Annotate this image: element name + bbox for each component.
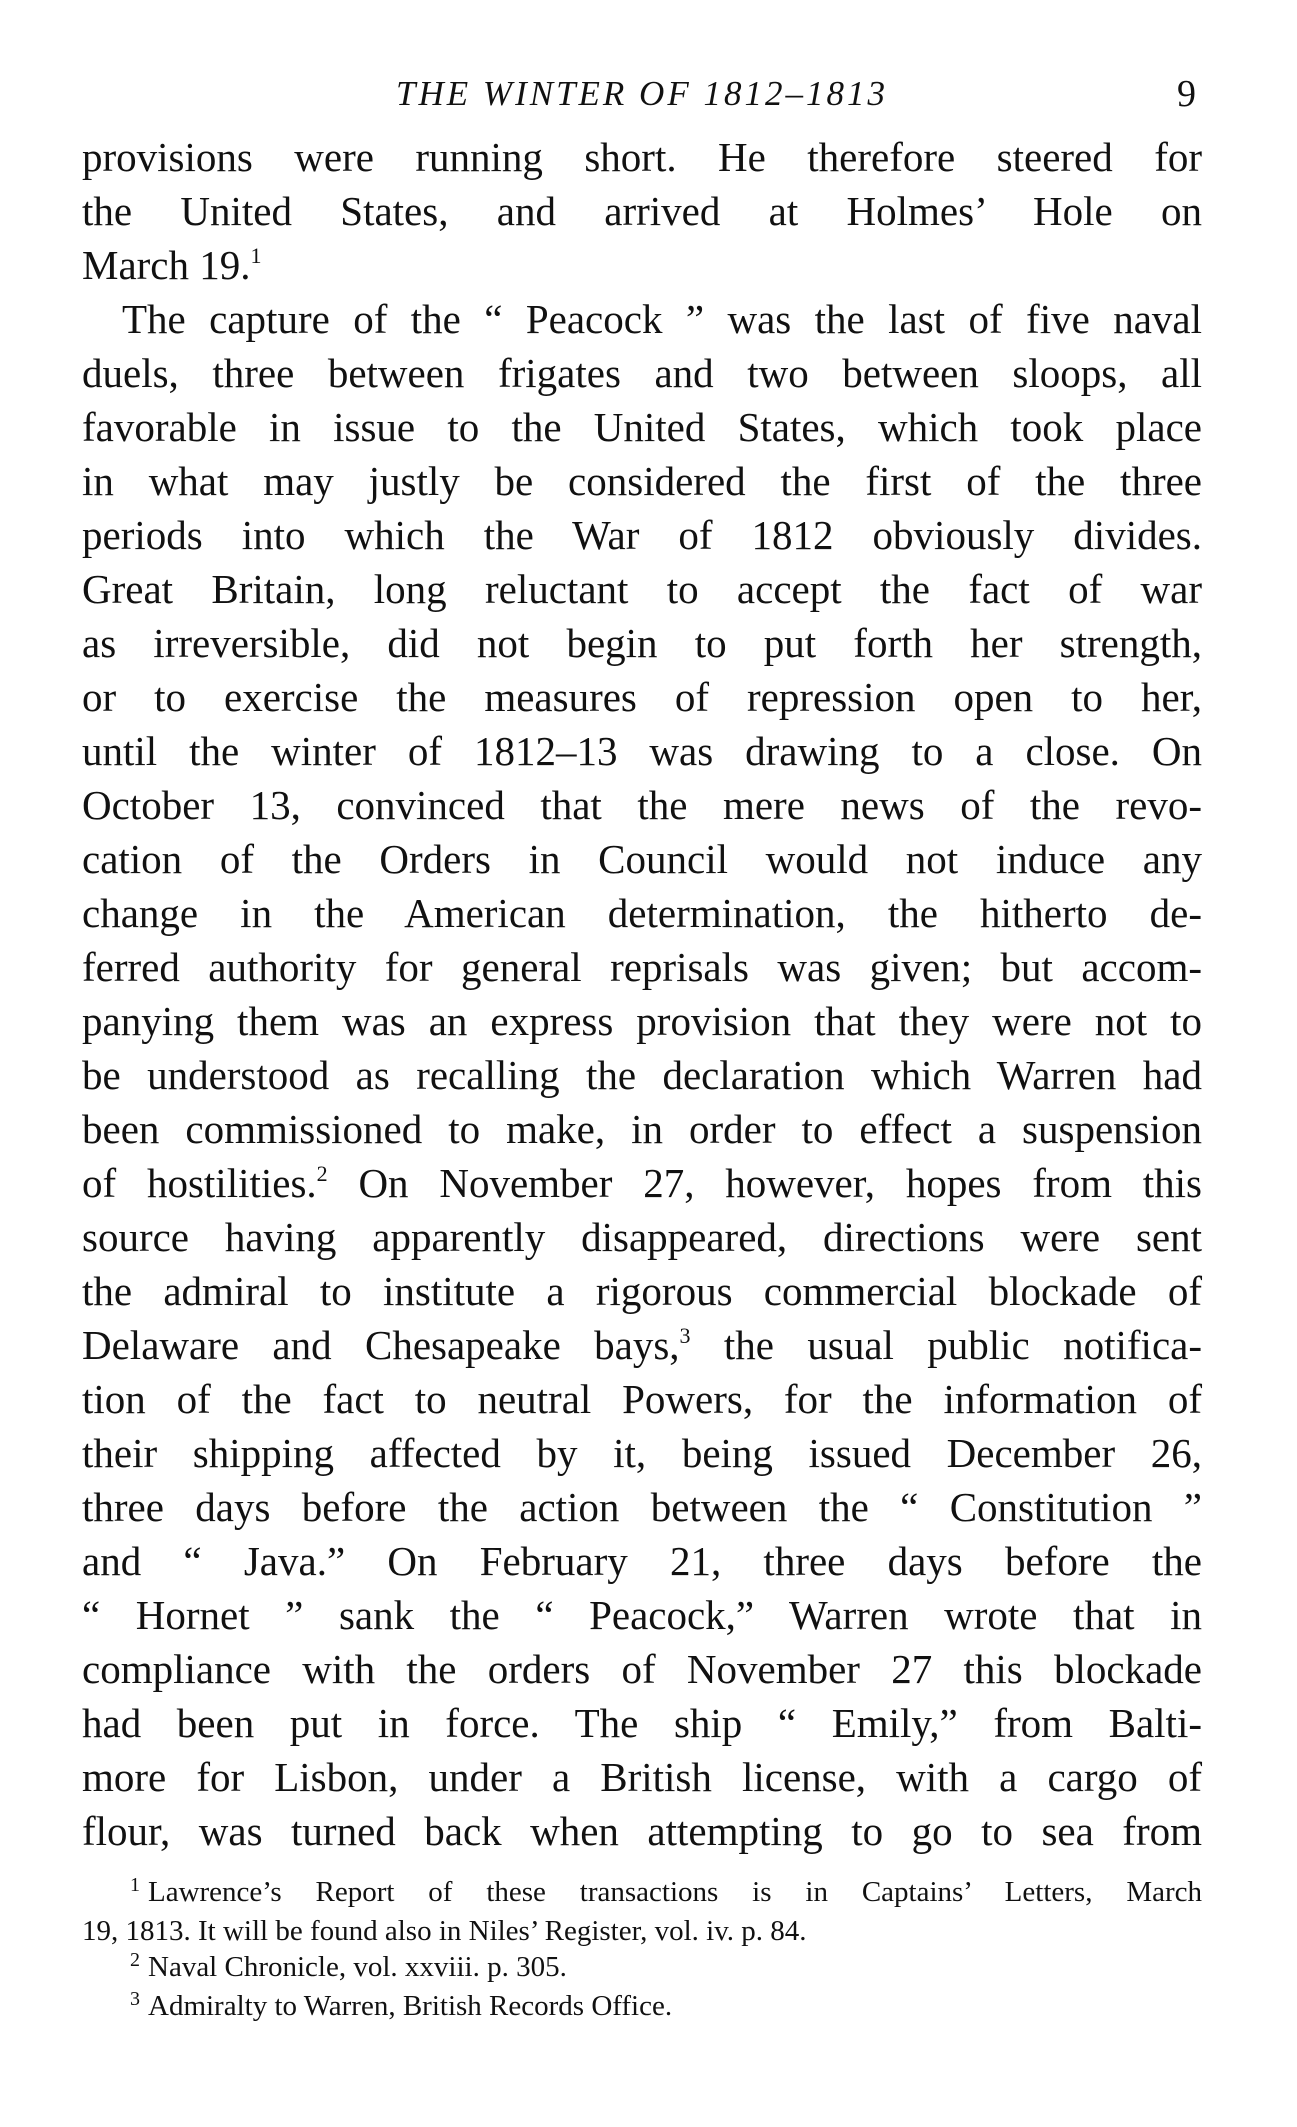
footnote-2 bbox=[82, 1949, 1202, 1988]
text-line: Great Britain, long reluctant to accept the fact of war bbox=[82, 566, 1202, 612]
text-line: cation of the Orders in Council would not induce any bbox=[82, 836, 1202, 882]
paragraph-2 bbox=[82, 292, 1202, 1858]
text-fragment: March 19. bbox=[82, 242, 251, 288]
footnote-ref-1: 1 bbox=[250, 243, 262, 268]
text-line: panying them was an express provision that they were not to bbox=[82, 998, 1202, 1044]
text-line: be understood as recalling the declaration which Warren had bbox=[82, 1052, 1202, 1098]
text-line: as irreversible, did not begin to put forth her strength, bbox=[82, 620, 1202, 666]
footnote-mark: 1 bbox=[130, 1874, 140, 1896]
text-fragment: the usual public notifica- bbox=[690, 1322, 1202, 1368]
running-header bbox=[82, 74, 1202, 130]
footnote-ref-2: 2 bbox=[316, 1161, 328, 1186]
text-fragment: On November 27, however, hopes from this bbox=[327, 1160, 1202, 1206]
text-line: ferred authority for general reprisals was given; but accom- bbox=[82, 944, 1202, 990]
text-fragment: Delaware and Chesapeake bays, bbox=[82, 1322, 680, 1368]
text-line: and “ Java.” On February 21, three days before the bbox=[82, 1538, 1202, 1584]
text-line: “ Hornet ” sank the “ Peacock,” Warren wrote that in bbox=[82, 1592, 1202, 1638]
text-line: duels, three between frigates and two between sloops, all bbox=[82, 350, 1202, 396]
footnote-ref-3: 3 bbox=[679, 1323, 691, 1348]
text-line: source having apparently disappeared, directions were sent bbox=[82, 1214, 1202, 1260]
text-line: their shipping affected by it, being issued December 26, bbox=[82, 1430, 1202, 1476]
body-text bbox=[82, 130, 1202, 1858]
text-line: compliance with the orders of November 27 this blockade bbox=[82, 1646, 1202, 1692]
text-line: provisions were running short. He therefore steered for bbox=[82, 134, 1202, 180]
text-line: in what may justly be considered the first of the three bbox=[82, 458, 1202, 504]
footnote-1 bbox=[82, 1874, 1202, 1913]
running-title: THE WINTER OF 1812–1813 bbox=[396, 74, 888, 113]
text-line: the United States, and arrived at Holmes’ Hole on bbox=[82, 188, 1202, 234]
text-fragment: of hostilities. bbox=[82, 1160, 317, 1206]
text-line bbox=[82, 1156, 1202, 1210]
text-line bbox=[82, 1318, 1202, 1372]
text-line: had been put in force. The ship “ Emily,” from Balti- bbox=[82, 1700, 1202, 1746]
text-line: or to exercise the measures of repression open to her, bbox=[82, 674, 1202, 720]
text-line: more for Lisbon, under a British license, with a cargo of bbox=[82, 1754, 1202, 1800]
text-line: The capture of the “ Peacock ” was the last of five naval bbox=[122, 296, 1202, 342]
page-number: 9 bbox=[1177, 73, 1196, 115]
footnote-3 bbox=[82, 1988, 1202, 2027]
text-line: favorable in issue to the United States, which took place bbox=[82, 404, 1202, 450]
text-line: tion of the fact to neutral Powers, for the information of bbox=[82, 1376, 1202, 1422]
footnote-mark: 3 bbox=[130, 1988, 140, 2010]
footnote-mark: 2 bbox=[130, 1949, 140, 1971]
text-line: October 13, convinced that the mere news of the revo- bbox=[82, 782, 1202, 828]
footnote-text: Admiralty to Warren, British Records Office. bbox=[148, 1990, 673, 2022]
text-line: until the winter of 1812–13 was drawing to a close. On bbox=[82, 728, 1202, 774]
text-line bbox=[82, 238, 1202, 292]
footnote-text: Lawrence’s Report of these transactions is in Captains’ Letters, March bbox=[148, 1876, 1202, 1908]
footnote-1-continued: 19, 1813. It will be found also in Niles’ Register, vol. iv. p. 84. bbox=[82, 1915, 807, 1947]
text-line: periods into which the War of 1812 obviously divides. bbox=[82, 512, 1202, 558]
book-page bbox=[82, 74, 1202, 2027]
footnote-text: Naval Chronicle, vol. xxviii. p. 305. bbox=[148, 1951, 567, 1983]
text-line: the admiral to institute a rigorous commercial blockade of bbox=[82, 1268, 1202, 1314]
footnotes bbox=[82, 1874, 1202, 2027]
text-line: been commissioned to make, in order to effect a suspension bbox=[82, 1106, 1202, 1152]
text-line: three days before the action between the “ Constitution ” bbox=[82, 1484, 1202, 1530]
paragraph-1 bbox=[82, 130, 1202, 292]
text-line: change in the American determination, the hitherto de- bbox=[82, 890, 1202, 936]
text-line: flour, was turned back when attempting to go to sea from bbox=[82, 1808, 1202, 1854]
